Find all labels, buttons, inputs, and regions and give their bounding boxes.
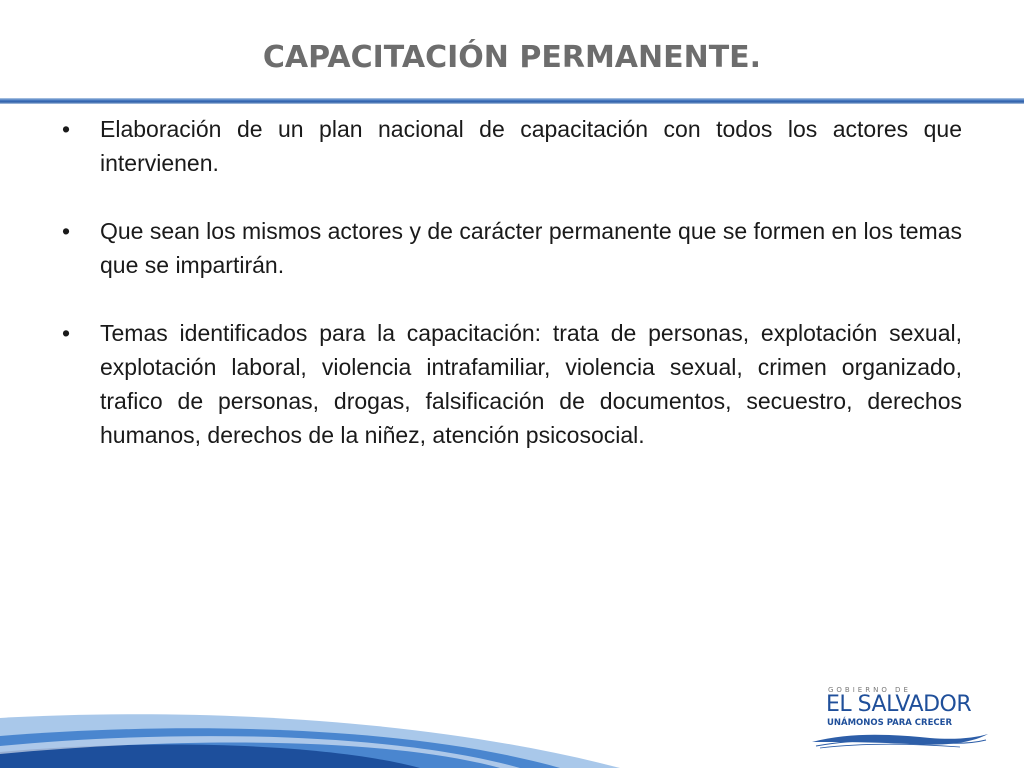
government-logo bbox=[810, 682, 990, 752]
slide-title: CAPACITACIÓN PERMANENTE. bbox=[262, 40, 762, 75]
logo-wave-icon bbox=[810, 728, 990, 750]
bullet-text: Elaboración de un plan nacional de capacitación con todos los actores que intervienen. bbox=[100, 116, 962, 176]
logo-main-text: EL SALVADOR bbox=[826, 692, 972, 717]
bullet-item-1 bbox=[62, 112, 962, 180]
bullet-icon: • bbox=[62, 320, 71, 346]
bullet-item-2 bbox=[62, 214, 962, 282]
bullet-icon: • bbox=[62, 116, 71, 142]
bullet-list bbox=[62, 112, 962, 486]
logo-slogan: UNÁMONOS PARA CRECER bbox=[827, 718, 952, 728]
logo-top-text: GOBIERNO DE bbox=[828, 686, 911, 694]
bullet-text: Temas identificados para la capacitación: trata de personas, explotación sexual, explotación laboral, violencia intrafamiliar, violencia sexual, crimen organizado, trafico de personas, drogas, falsificación de documentos, secuestro, derechos humanos, derechos de la niñez, atención psicosocial. bbox=[100, 320, 962, 448]
bullet-text: Que sean los mismos actores y de carácter permanente que se formen en los temas que se impartirán. bbox=[100, 218, 962, 278]
bullet-icon: • bbox=[62, 218, 71, 244]
bullet-item-3 bbox=[62, 316, 962, 452]
title-divider bbox=[0, 98, 1024, 104]
